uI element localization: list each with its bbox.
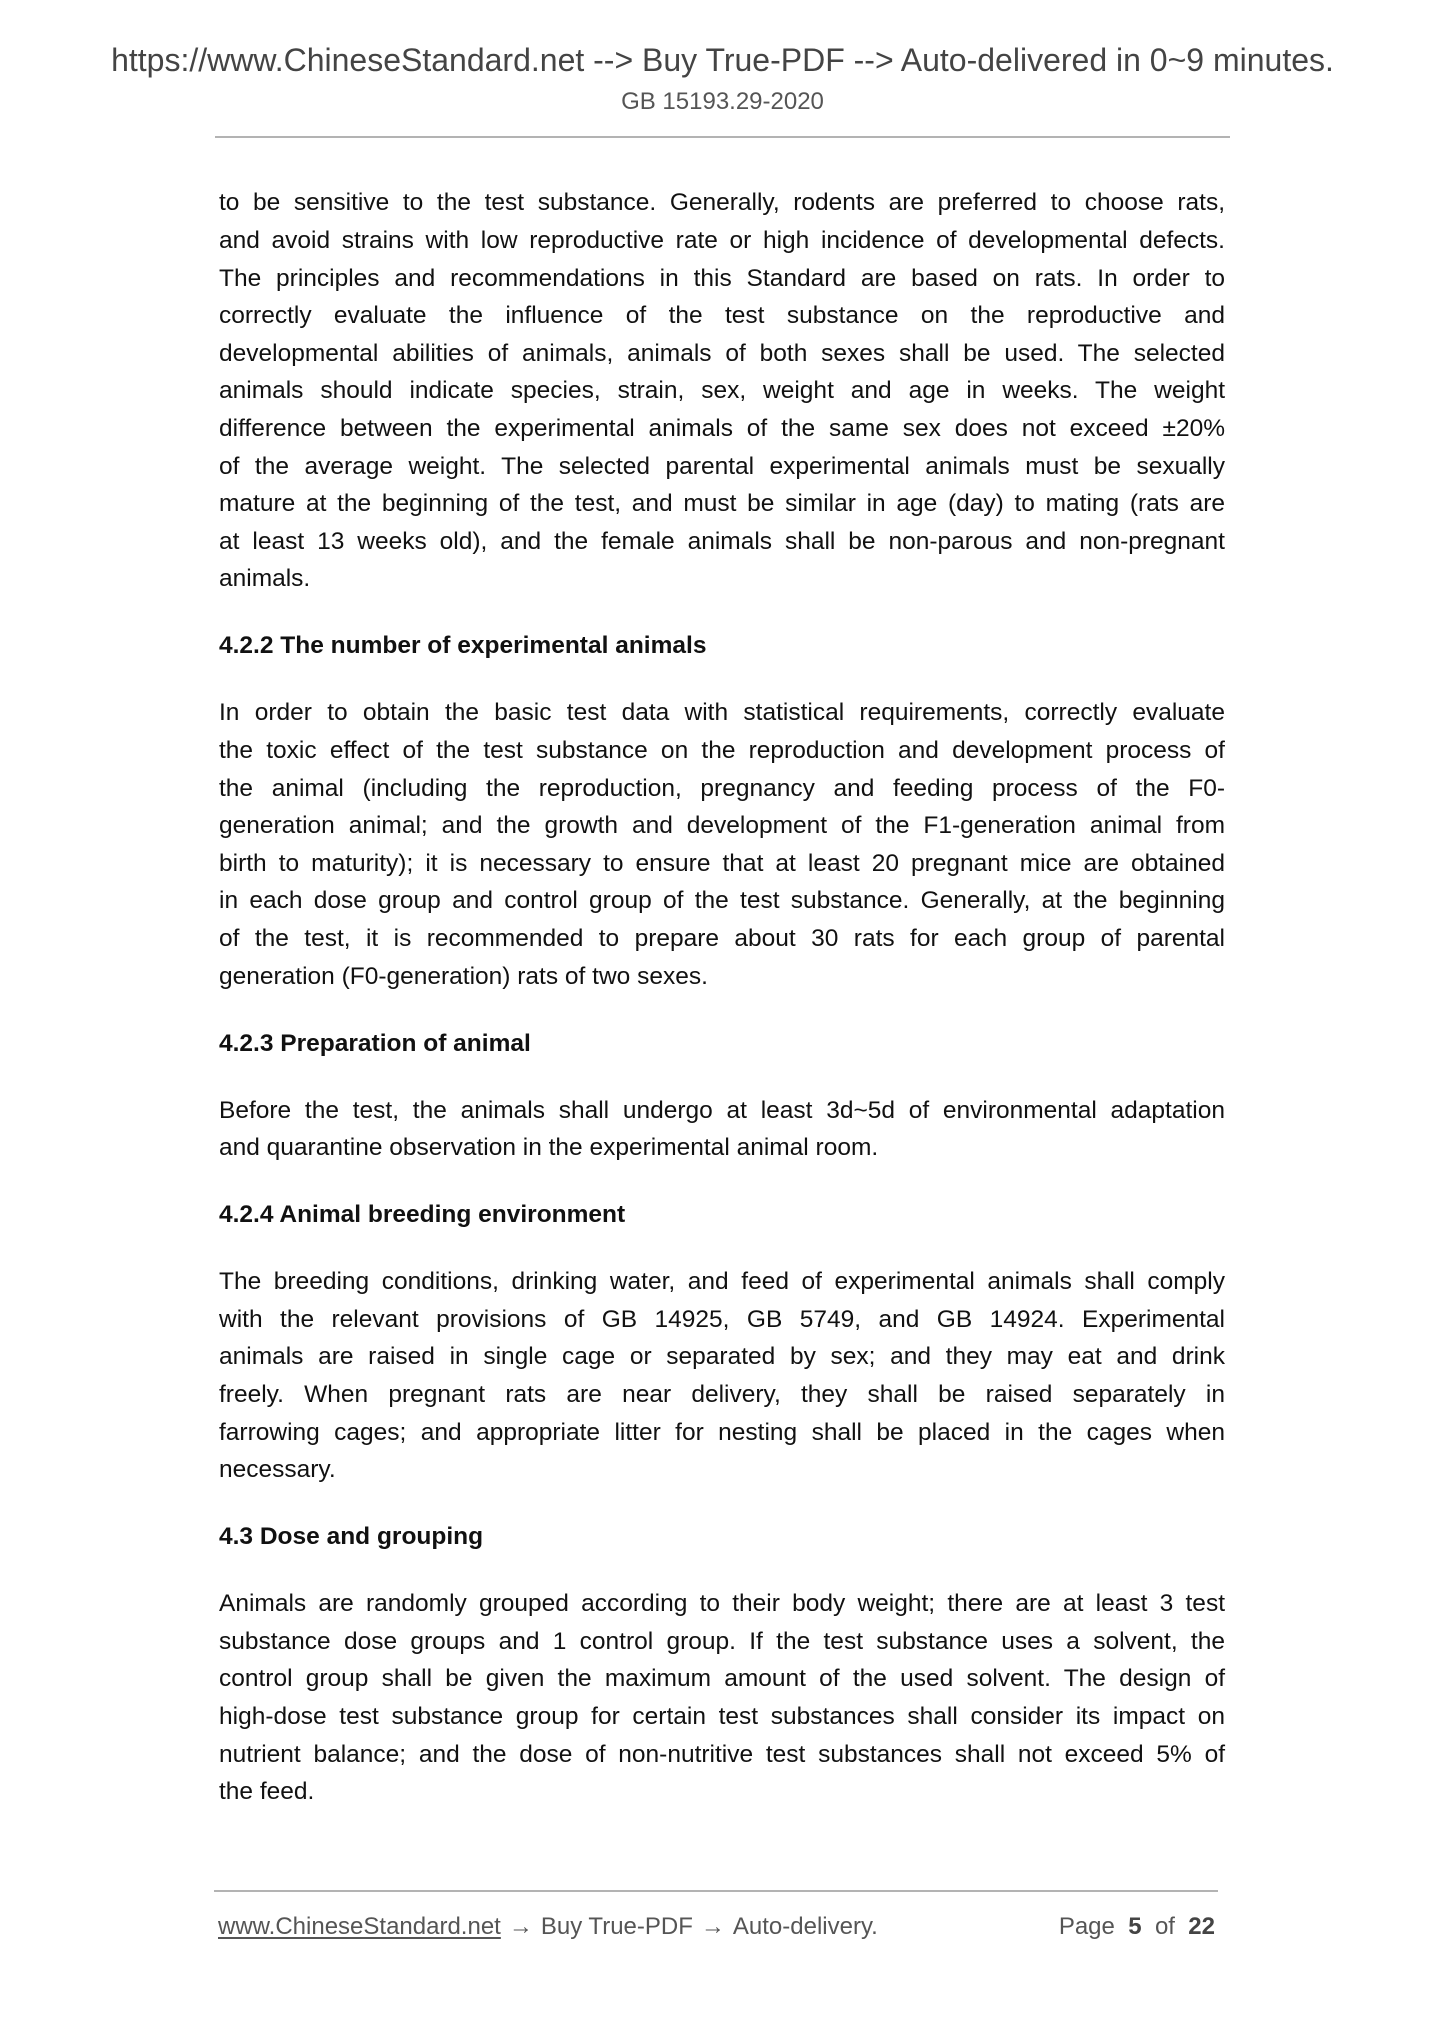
- section-heading: 4.2.2 The number of experimental animals: [219, 632, 707, 660]
- paragraph-line: high-dose test substance group for certain test substances shall consider its impact on: [219, 1702, 1225, 1730]
- paragraph-line: In order to obtain the basic test data with statistical requirements, correctly evaluate: [219, 699, 1225, 727]
- paragraph-line: substance dose groups and 1 control group. If the test substance uses a solvent, the: [219, 1627, 1225, 1655]
- paragraph-line: freely. When pregnant rats are near delivery, they shall be raised separately in: [219, 1380, 1225, 1408]
- header-standard-code: GB 15193.29-2020: [621, 88, 824, 115]
- paragraph-line: of the test, it is recommended to prepare about 30 rats for each group of parental: [219, 924, 1225, 952]
- page-total: 22: [1188, 1913, 1215, 1940]
- paragraph-line: nutrient balance; and the dose of non-nutritive test substances shall not exceed 5% of: [219, 1740, 1225, 1768]
- footer-site-link[interactable]: www.ChineseStandard.net: [218, 1913, 501, 1940]
- paragraph-line: animals.: [219, 565, 311, 593]
- paragraph-line: correctly evaluate the influence of the test substance on the reproductive and: [219, 302, 1225, 330]
- paragraph-line: to be sensitive to the test substance. Generally, rodents are preferred to choose rats,: [219, 189, 1225, 217]
- paragraph-line: and quarantine observation in the experimental animal room.: [219, 1134, 879, 1162]
- paragraph-line: the animal (including the reproduction, pregnancy and feeding process of the F0-: [219, 774, 1225, 802]
- section-heading: 4.2.3 Preparation of animal: [219, 1029, 531, 1057]
- paragraph-line: farrowing cages; and appropriate litter for nesting shall be placed in the cages when: [219, 1418, 1225, 1446]
- paragraph-line: of the average weight. The selected parental experimental animals must be sexually: [219, 452, 1225, 480]
- paragraph-line: Animals are randomly grouped according to their body weight; there are at least 3 test: [219, 1590, 1225, 1618]
- paragraph-line: necessary.: [219, 1456, 336, 1484]
- page-footer: [218, 1913, 1218, 1943]
- section-heading: 4.2.4 Animal breeding environment: [219, 1201, 626, 1229]
- section-heading: 4.3 Dose and grouping: [219, 1523, 484, 1551]
- paragraph-line: control group shall be given the maximum amount of the used solvent. The design of: [219, 1665, 1225, 1693]
- paragraph-line: the feed.: [219, 1778, 315, 1806]
- paragraph-line: difference between the experimental animals of the same sex does not exceed ±20%: [219, 414, 1225, 442]
- page-of-label: of: [1154, 1913, 1175, 1940]
- paragraph-line: animals should indicate species, strain, sex, weight and age in weeks. The weight: [219, 377, 1225, 405]
- paragraph-line: with the relevant provisions of GB 14925, GB 5749, and GB 14924. Experimental: [219, 1305, 1225, 1333]
- header-divider: [215, 136, 1230, 138]
- paragraph-line: generation animal; and the growth and development of the F1-generation animal from: [219, 812, 1225, 840]
- paragraph-line: mature at the beginning of the test, and must be similar in age (day) to mating (rats are: [219, 490, 1225, 518]
- arrow-right-icon: →: [700, 1913, 725, 1940]
- page-number: [1059, 1913, 1215, 1941]
- paragraph-line: in each dose group and control group of the test substance. Generally, at the beginning: [219, 887, 1225, 915]
- footer-buy-text: Buy True-PDF: [540, 1913, 693, 1940]
- footer-delivery-text: Auto-delivery.: [732, 1913, 878, 1940]
- paragraph-line: birth to maturity); it is necessary to ensure that at least 20 pregnant mice are obtained: [219, 849, 1225, 877]
- paragraph-line: animals are raised in single cage or separated by sex; and they may eat and drink: [219, 1343, 1225, 1371]
- header-promo-line: https://www.ChineseStandard.net --> Buy True-PDF --> Auto-delivered in 0~9 minutes.: [111, 42, 1334, 78]
- paragraph-line: and avoid strains with low reproductive rate or high incidence of developmental defects.: [219, 226, 1225, 254]
- paragraph-line: The breeding conditions, drinking water, and feed of experimental animals shall comply: [219, 1268, 1225, 1296]
- paragraph-line: the toxic effect of the test substance on the reproduction and development process of: [219, 736, 1225, 764]
- arrow-right-icon: →: [508, 1913, 533, 1940]
- page-current: 5: [1128, 1913, 1142, 1940]
- paragraph-line: generation (F0-generation) rats of two sexes.: [219, 962, 708, 990]
- page-label: Page: [1058, 1913, 1115, 1940]
- paragraph-line: The principles and recommendations in this Standard are based on rats. In order to: [219, 264, 1225, 292]
- paragraph-line: Before the test, the animals shall undergo at least 3d~5d of environmental adaptation: [219, 1096, 1225, 1124]
- paragraph-line: at least 13 weeks old), and the female animals shall be non-parous and non-pregnant: [219, 527, 1225, 555]
- paragraph-line: developmental abilities of animals, animals of both sexes shall be used. The selected: [219, 339, 1225, 367]
- footer-divider: [214, 1890, 1218, 1892]
